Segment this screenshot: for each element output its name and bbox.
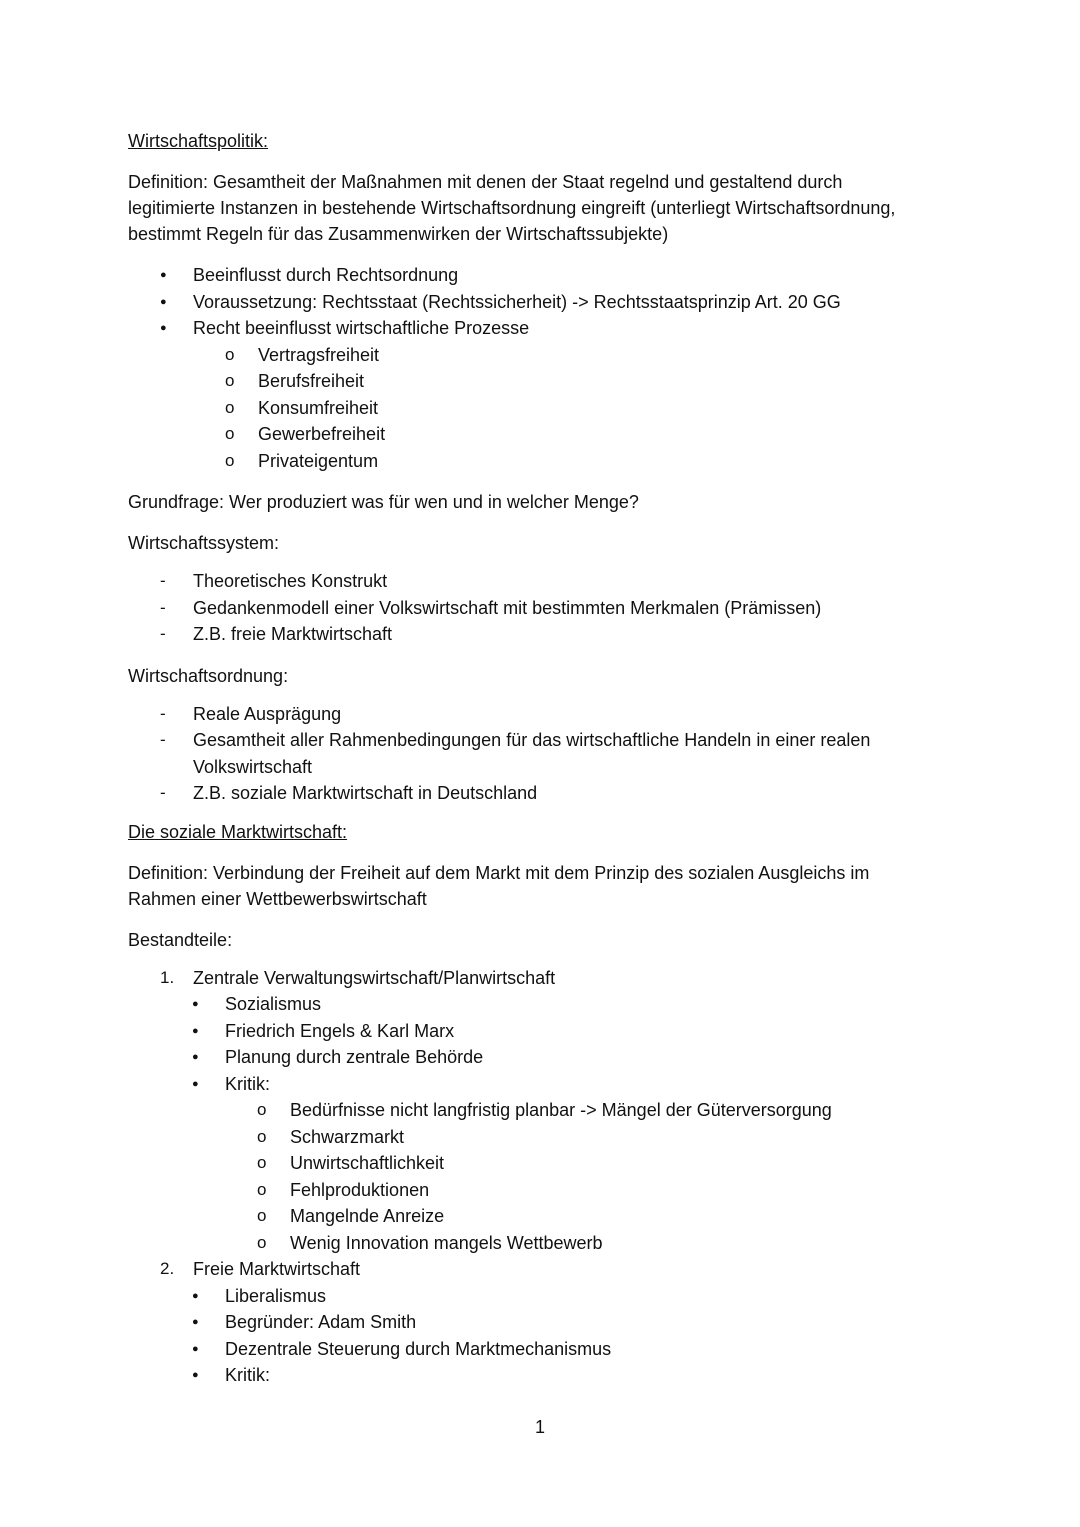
dash-bullet-icon <box>160 621 166 648</box>
circle-bullet-icon <box>257 1124 266 1151</box>
circle-bullet-icon <box>225 395 234 422</box>
list-item: o Vertragsfreiheit <box>128 342 958 369</box>
label-wirtschaftsordnung: Wirtschaftsordnung: <box>128 665 289 686</box>
page-content <box>128 128 958 1389</box>
numbered-list-bestandteile <box>128 965 958 1389</box>
dash-bullet-icon <box>160 595 166 622</box>
list-item: ● Beeinflusst durch Rechtsordnung <box>128 262 958 289</box>
bullet-icon <box>192 1309 199 1338</box>
label-bestandteile: Bestandteile: <box>128 929 233 950</box>
list-item: ● Friedrich Engels & Karl Marx <box>128 1018 958 1045</box>
list-item: o Gewerbefreiheit <box>128 421 958 448</box>
list-item: o Konsumfreiheit <box>128 395 958 422</box>
list-item: ● Kritik: <box>128 1071 958 1098</box>
circle-bullet-icon <box>257 1230 266 1257</box>
list-item: ● Planung durch zentrale Behörde <box>128 1044 958 1071</box>
heading-soziale-marktwirtschaft: Die soziale Marktwirtschaft: <box>128 821 348 842</box>
list-item: o Fehlproduktionen <box>128 1177 958 1204</box>
list-item: ● Dezentrale Steuerung durch Marktmechanismus <box>128 1336 958 1363</box>
circle-bullet-icon <box>225 368 234 395</box>
list-item-numbered: 2. Freie Marktwirtschaft <box>128 1256 958 1283</box>
list-item: o Wenig Innovation mangels Wettbewerb <box>128 1230 958 1257</box>
list-item: - Gedankenmodell einer Volkswirtschaft mit bestimmten Merkmalen (Prämissen) <box>128 595 958 622</box>
bullet-icon <box>160 262 167 291</box>
bullet-list-rechtsordnung <box>128 262 958 474</box>
definition-line: Definition: Verbindung der Freiheit auf dem Markt mit dem Prinzip des sozialen Ausgleichs im <box>128 862 870 883</box>
bullet-icon <box>160 289 167 318</box>
list-item: ● Begründer: Adam Smith <box>128 1309 958 1336</box>
list-item: - Z.B. soziale Marktwirtschaft in Deutschland <box>128 780 958 807</box>
heading-wirtschaftspolitik: Wirtschaftspolitik: <box>128 131 269 151</box>
definition-line: Rahmen einer Wettbewerbswirtschaft <box>128 888 427 909</box>
list-item: o Mangelnde Anreize <box>128 1203 958 1230</box>
grundfrage: Grundfrage: Wer produziert was für wen und in welcher Menge? <box>128 492 639 512</box>
definition-line: legitimierte Instanzen in bestehende Wirtschaftsordnung eingreift (unterliegt Wirtschaftsordnung, <box>128 198 896 218</box>
list-item: ● Voraussetzung: Rechtsstaat (Rechtssicherheit) -> Rechtsstaatsprinzip Art. 20 GG <box>128 289 958 316</box>
bullet-icon <box>192 1044 199 1073</box>
list-item: o Schwarzmarkt <box>128 1124 958 1151</box>
dash-bullet-icon <box>160 701 166 728</box>
list-item: o Privateigentum <box>128 448 958 475</box>
circle-bullet-icon <box>225 421 234 448</box>
bullet-icon <box>192 991 199 1020</box>
dash-bullet-icon <box>160 727 166 754</box>
list-number: 2. <box>160 1259 175 1278</box>
page-number: 1 <box>534 1417 545 1437</box>
dash-bullet-icon <box>160 780 166 807</box>
list-item: - Gesamtheit aller Rahmenbedingungen für das wirtschaftliche Handeln in einer realen <box>128 727 958 754</box>
dash-list-wirtschaftsordnung <box>128 701 958 807</box>
definition-wirtschaftspolitik <box>128 169 958 247</box>
list-item: - Z.B. freie Marktwirtschaft <box>128 621 958 648</box>
bullet-icon <box>192 1336 199 1365</box>
circle-bullet-icon <box>225 342 234 369</box>
bullet-icon <box>160 315 167 344</box>
definition-soziale-marktwirtschaft <box>128 860 958 912</box>
label-wirtschaftssystem: Wirtschaftssystem: <box>128 533 280 553</box>
bullet-icon <box>192 1018 199 1047</box>
circle-bullet-icon <box>257 1150 266 1177</box>
list-item: o Bedürfnisse nicht langfristig planbar -> Mängel der Güterversorgung <box>128 1097 958 1124</box>
circle-bullet-icon <box>225 448 234 475</box>
dash-bullet-icon <box>160 568 166 595</box>
list-item: ● Liberalismus <box>128 1283 958 1310</box>
list-item-continuation: Volkswirtschaft <box>193 756 313 777</box>
circle-bullet-icon <box>257 1097 266 1124</box>
bullet-icon <box>192 1283 199 1312</box>
dash-list-wirtschaftssystem <box>128 568 958 648</box>
list-number: 1. <box>160 967 175 987</box>
list-item: o Berufsfreiheit <box>128 368 958 395</box>
list-item: ● Kritik: <box>128 1362 958 1389</box>
list-item: ● Recht beeinflusst wirtschaftliche Prozesse <box>128 315 958 342</box>
bullet-icon <box>192 1071 199 1100</box>
list-item: ● Sozialismus <box>128 991 958 1018</box>
list-item: - Reale Ausprägung <box>128 701 958 728</box>
circle-bullet-icon <box>257 1177 266 1204</box>
circle-bullet-icon <box>257 1203 266 1230</box>
bullet-icon <box>192 1362 199 1391</box>
list-item: - Theoretisches Konstrukt <box>128 568 958 595</box>
definition-line: Definition: Gesamtheit der Maßnahmen mit denen der Staat regelnd und gestaltend durch <box>128 172 843 192</box>
definition-line: bestimmt Regeln für das Zusammenwirken der Wirtschaftssubjekte) <box>128 224 669 244</box>
list-item: o Unwirtschaftlichkeit <box>128 1150 958 1177</box>
list-item-numbered: 1. Zentrale Verwaltungswirtschaft/Planwirtschaft <box>128 965 958 992</box>
